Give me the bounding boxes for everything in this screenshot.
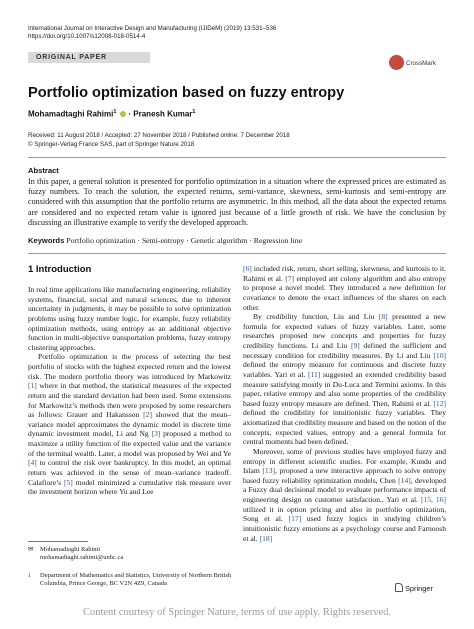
citation-link[interactable]: [18] <box>259 533 273 543</box>
author-name[interactable]: Pranesh Kumar <box>133 109 193 119</box>
springer-horse-icon <box>395 583 403 592</box>
doi-link[interactable]: https://doi.org/10.1007/s12008-018-0514-4 <box>28 33 146 41</box>
citation-link[interactable]: [3] <box>151 429 161 439</box>
citation-link[interactable]: [13] <box>262 466 275 476</box>
abstract-text: In this paper, a general solution is presented for portfolio optimization in a situation where the expressed prices are estimated as fuzzy numbers. To reach the solution, the expected returns, semi-variance, skewness, semi-kurtosis and semi-entropy are considered with this assumption that the portfolio returns are asymmetric. In this method, all the data about the expected returns are considered and no expected return value is ignored just because of a little growth of risk. We have the conclusion by discussing an illustrative example to verify the developed approach. <box>28 177 446 227</box>
citation-link[interactable]: [15, 16] <box>420 495 446 504</box>
history-dates: Received: 11 August 2018 / Accepted: 27 November 2018 / Published online: 7 December 2018 <box>28 132 290 139</box>
citation-link[interactable]: [6] <box>243 264 252 273</box>
article-type-banner <box>28 52 150 63</box>
citation-link[interactable]: [14] <box>398 475 411 485</box>
author-separator: · <box>128 109 132 119</box>
abstract-heading: Abstract <box>28 166 59 175</box>
citation-link[interactable]: [5] <box>64 477 73 487</box>
paragraph: Moreover, some of previous studies have employed fuzzy and entropy in different scientific studies. For example, Kundu and Islam [13], proposed a new interactive approach to solve entropy based fuzzy reliability optimization models, Chen [14], developed a Fuzzy dual decisional model to evaluate performance impacts of engineering design on customer satisfaction., Yari et al. [15, 16] utilized it in option pricing and also in portfolio optimization, Song et al. [17] used fuzzy logics in studying children’s intuitionistic fuzzy emotions as a psychology course and Farnoosh et al. [18] <box>243 446 446 543</box>
citation-link[interactable]: [1] <box>28 381 37 391</box>
publication-dates <box>28 132 290 149</box>
citation-link[interactable]: [12] <box>433 398 446 408</box>
paragraph: [6] included risk, return, short selling, skewness, and kurtosis to it. Rahimi et al. [7] employed ant colony algorithm and also entropy to propose a novel model. They introduced a new definition for covariance to denote the exact influences of the shares on each other. <box>243 264 446 312</box>
citation-link[interactable]: [11] <box>308 369 321 379</box>
keywords-label: Keywords <box>28 236 65 245</box>
affiliation-text: Department of Mathematics and Statistics, University of Northern British Columbia, Prince George, BC V2N 4Z9, Canada <box>40 572 232 588</box>
affiliation-number: 1 <box>28 573 31 579</box>
courtesy-watermark: Content courtesy of Springer Nature, terms of use apply. Rights reserved. <box>82 607 392 618</box>
author-affiliation-marker: 1 <box>192 109 196 115</box>
keywords-line <box>28 236 446 246</box>
author-list <box>28 109 195 119</box>
journal-citation: International Journal on Interactive Design and Manufacturing (IJIDeM) (2019) 13:531–536 <box>28 25 277 32</box>
crossmark-badge[interactable] <box>389 53 447 77</box>
crossmark-label: CrossMark <box>406 60 436 67</box>
affiliation-note <box>28 572 238 588</box>
citation-link[interactable]: [4] <box>28 458 37 468</box>
author-name[interactable]: Mohamadtaghi Rahimi <box>28 109 114 119</box>
envelope-icon: ✉ <box>28 546 34 553</box>
left-column <box>28 285 231 497</box>
citation-link[interactable]: [10] <box>433 350 446 360</box>
divider <box>28 157 446 158</box>
citation-link[interactable]: [8] <box>378 312 388 322</box>
author-affiliation-marker: 1 <box>113 109 117 115</box>
publisher-logo <box>395 583 433 593</box>
footnote-divider <box>28 541 88 542</box>
divider <box>28 253 446 254</box>
paper-title: Portfolio optimization based on fuzzy entropy <box>28 85 345 101</box>
publisher-name: Springer <box>405 584 433 593</box>
crossmark-icon <box>389 55 404 70</box>
journal-header <box>28 25 276 42</box>
right-column <box>243 264 446 543</box>
paragraph: In real time applications like manufacturing engineering, reliability systems, financial, social and natural sciences, due to inherent uncertainty in judgments, it may be possible to solve optimization problems using fuzzy number logic, for example, fuzzy reliability optimization methods, using entropy as an additional objective function in multi-objective transportation problems, fuzzy entropy clustering approaches. <box>28 285 231 352</box>
keywords-text: Portfolio optimization · Semi-entropy · Genetic algorithm · Regression line <box>66 236 303 245</box>
citation-link[interactable]: [2] <box>143 410 152 420</box>
orcid-icon[interactable] <box>120 111 127 118</box>
citation-link[interactable]: [17] <box>288 514 302 524</box>
paragraph: By credibility function, Liu and Liu [8] presented a new formula for expected values of fuzzy variables. Later, some researches proposed new concepts and properties for fuzzy credibility functions. Li and Liu [9] defined the sufficient and necessary condition for credibility measures. By Li and Liu [10] defined the entropy measure for continuous and discrete fuzzy variables. Yari et al. [11] suggested an extended credibility based measure satisfying mostly in Du-Luca and Termini axioms. In this paper, relative entropy and also some properties of the credibility based fuzzy entropy measure are defined. Then, Rahimi et al. [12] defined the credibility for intuitionistic fuzzy variables. They axiomatized that credibility measure and based on the notion of the concepts, expected values, entropy and a general formula for central moments had been defined. <box>243 312 447 447</box>
email-link[interactable]: mohamadtaghi.rahimi@unbc.ca <box>40 554 124 562</box>
copyright-line: © Springer-Verlag France SAS, part of Springer Nature 2018 <box>28 140 195 148</box>
corresponding-author-name: Mohamadtaghi Rahimi <box>40 546 101 553</box>
citation-link[interactable]: [7] <box>285 273 295 283</box>
section-heading: 1 Introduction <box>28 264 92 275</box>
paragraph: Portfolio optimization is the process of selecting the best portfolio of stocks with the highest expected return and the lowest risk. The modern portfolio theory was introduced by Markowitz [1] where in that method, the statistical measures of the expected return and the standard deviation had been used. Some extensions for Markowitz’s methods then were proposed by some researchers as follows: Grauer and Hakansson [2] showed that the mean–variance model approximates the dynamic model in discrete time dynamic investment model, Li and Ng [3] proposed a method to maximize a utility function of the expected value and the variance of the terminal wealth. Later, a model was proposed by Wei and Ye [4] to control the risk over bankruptcy. In this model, an optimal return was achieved in the sense of mean–variance tradeoff. Calafiore’s [5] model minimized a cumulative risk measure over the investment horizon where Yu and Lee <box>28 352 232 497</box>
corresponding-author-note <box>28 546 123 562</box>
article-type-label: ORIGINAL PAPER <box>36 53 107 61</box>
citation-link[interactable]: [9] <box>350 341 360 350</box>
